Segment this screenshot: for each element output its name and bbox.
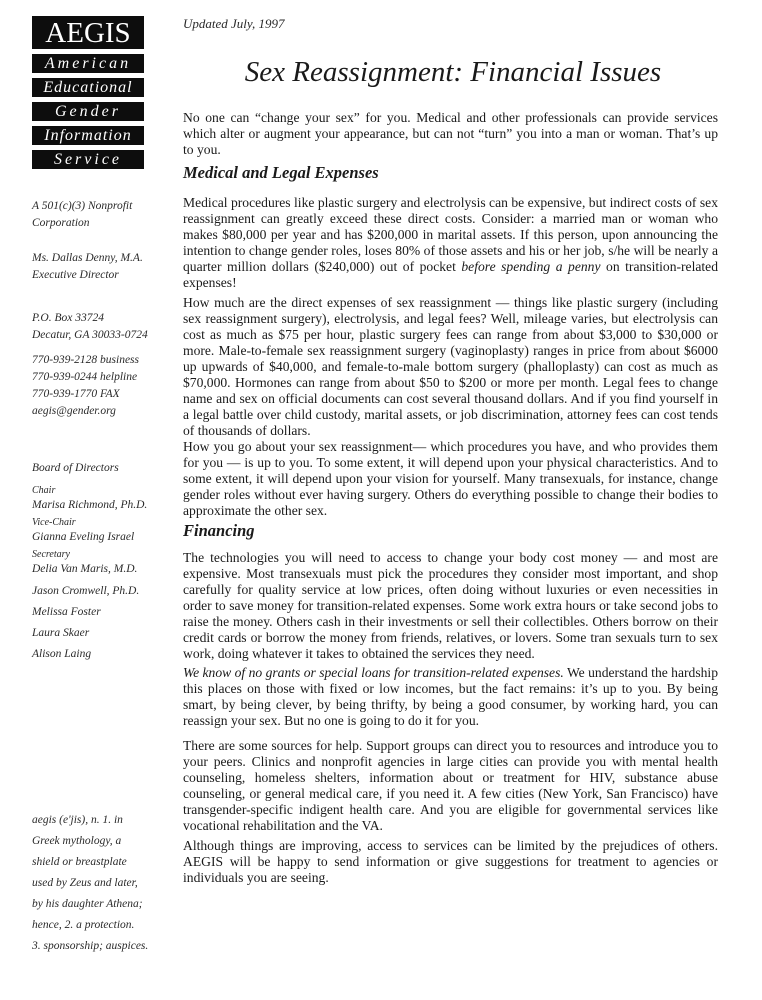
board-role: Chair — [32, 485, 56, 496]
org-status-line: Corporation — [32, 217, 90, 229]
director-title: Executive Director — [32, 269, 119, 281]
updated-date: Updated July, 1997 — [183, 16, 285, 31]
org-status-line: A 501(c)(3) Nonprofit — [32, 200, 133, 212]
director-name: Ms. Dallas Denny, M.A. — [32, 252, 143, 264]
paragraph-sources-of-help: There are some sources for help. Support groups can direct you to resources and introduce you to your peers. Clinics and nonprofit agencies in large cities can provide you with mental health counseling, homeless shelters, information about or treatment for HIV, substance abuse counseling, or general medical care, if you need it. A few cities (New York, San Francisco) have transgender-specific indigent health care. And you are eligible for governmental services like vocational rehabilitation and the VA. — [183, 738, 718, 833]
sidebar — [32, 16, 148, 174]
definition-line: 3. sponsorship; auspices. — [32, 940, 149, 952]
logo-line-american: American — [32, 54, 144, 73]
paragraph-text: Medical procedures like plastic surgery and electrolysis can be expensive, but indirect costs of sex reassignment can greatly exceed these direct costs. Consider: a married man or woman who makes $80,000 per year and has $200,000 in marital assets. If this person, upon announcing the intention to change gender roles, loses 80% of those assets and his or her job, s/he will be nearly a quarter million dollars ($240,000) out of pocket — [183, 195, 718, 274]
director — [32, 250, 157, 284]
address — [32, 310, 157, 344]
org-status — [32, 198, 157, 232]
board-member: Delia Van Maris, M.D. — [32, 563, 138, 575]
address-line: P.O. Box 33724 — [32, 312, 104, 324]
board-of-directors — [32, 460, 157, 663]
emphasis-text: We know of no grants or special loans for transition-related expenses. — [183, 665, 564, 680]
intro-paragraph: No one can “change your sex” for you. Medical and other professionals can provide services which alter or augment your appearance, but can not “turn” you into a man or woman. That’s up to you. — [183, 110, 718, 157]
board-member: Alison Laing — [32, 648, 92, 660]
board-member: Jason Cromwell, Ph.D. — [32, 585, 140, 597]
paragraph-direct-expenses: How much are the direct expenses of sex reassignment — things like plastic surgery (including sex reassignment surgery), electrolysis, and legal fees? Well, mileage varies, but electrolysis can cost as much as $75 per hour, plastic surgery fees can range from about $3,000 to $30,000 or more. Male-to-female sex reassignment surgery (vaginoplasty) ranges in price from about $6000 up upwards of $40,000, and female-to-male bottom surgery (phalloplasty) can cost as much as $70,000. Hormones can range from about $50 to $200 or more per month. Legal fees to change name and sex on official documents can cost several thousand dollars. And if you find yourself in a legal battle over child custody, marital assets, or job discrimination, attorney fees can cost tends of thousands of dollars. — [183, 295, 718, 438]
aegis-definition — [32, 810, 162, 957]
paragraph-technologies-cost: The technologies you will need to access to change your body cost money — and most are expensive. Most transexuals must pick the procedures they consider most important, and shop carefully for quality service at low prices, often doing without luxuries or even necessities in order to save money for transition-related expenses. Some work extra hours or take second jobs to raise the money. Others cash in their investments or sell their collectibles. Others borrow on their credit cards or borrow the money from friends, relatives, or lovers. Some tran sexuals turn to sex work, doing whatever it takes to obtained the services they need. — [183, 550, 718, 661]
definition-line: used by Zeus and later, — [32, 877, 138, 889]
paragraph-indirect-costs — [183, 195, 718, 291]
board-role: Secretary — [32, 549, 70, 560]
board-role: Vice-Chair — [32, 517, 76, 528]
paragraph-no-grants — [183, 665, 718, 729]
board-member: Melissa Foster — [32, 606, 101, 618]
logo-line-service: Service — [32, 150, 144, 169]
address-line: Decatur, GA 30033-0724 — [32, 329, 148, 341]
phone-fax: 770-939-1770 FAX — [32, 388, 120, 400]
paragraph-text: We understand the hardship this places on those with fixed or low incomes, but the fact remains: it’s up to you. By being smart, by being clever, by being thrifty, by being a good consumer, by working hard, you can reassign your sex. But no one is going to do it for you. — [183, 665, 718, 728]
definition-line: aegis (e'jis), n. 1. in — [32, 814, 123, 826]
definition-line: hence, 2. a protection. — [32, 919, 135, 931]
section-heading-financing: Financing — [183, 521, 255, 540]
logo-line-educational: Educational — [32, 78, 144, 97]
definition-line: by his daughter Athena; — [32, 898, 143, 910]
logo-title: AEGIS — [32, 16, 144, 49]
phone-business: 770-939-2128 business — [32, 354, 140, 366]
logo-line-gender: Gender — [32, 102, 144, 121]
logo-line-information: Information — [32, 126, 144, 145]
board-member: Marisa Richmond, Ph.D. — [32, 499, 148, 511]
paragraph-prejudices: Although things are improving, access to services can be limited by the prejudices of others. AEGIS will be happy to send information or give suggestions for treatment to agencies or individuals you are seeing. — [183, 838, 718, 885]
paragraph-your-choice: How you go about your sex reassignment— which procedures you have, and who provides them for you — is up to you. To some extent, it will depend upon your physical characteristics. And to some extent, it will depend upon your vision for yourself. Many transexuals, for instance, change gender roles without ever having surgery. Others do everything possible to change their bodies to approximate the other sex. — [183, 439, 718, 518]
paragraph-text: on transition-related expenses! — [183, 259, 719, 290]
contact-info — [32, 352, 157, 420]
email-link[interactable]: aegis@gender.org — [32, 405, 116, 417]
definition-line: Greek mythology, a — [32, 835, 122, 847]
aegis-logo — [32, 16, 148, 169]
phone-helpline: 770-939-0244 helpline — [32, 371, 138, 383]
board-title: Board of Directors — [32, 462, 119, 474]
board-member: Gianna Eveling Israel — [32, 531, 135, 543]
page-title: Sex Reassignment: Financial Issues — [244, 56, 662, 88]
emphasis-text: before spending a penny — [461, 259, 601, 274]
board-member: Laura Skaer — [32, 627, 90, 639]
section-heading-medical-legal: Medical and Legal Expenses — [183, 163, 379, 182]
definition-line: shield or breastplate — [32, 856, 127, 868]
